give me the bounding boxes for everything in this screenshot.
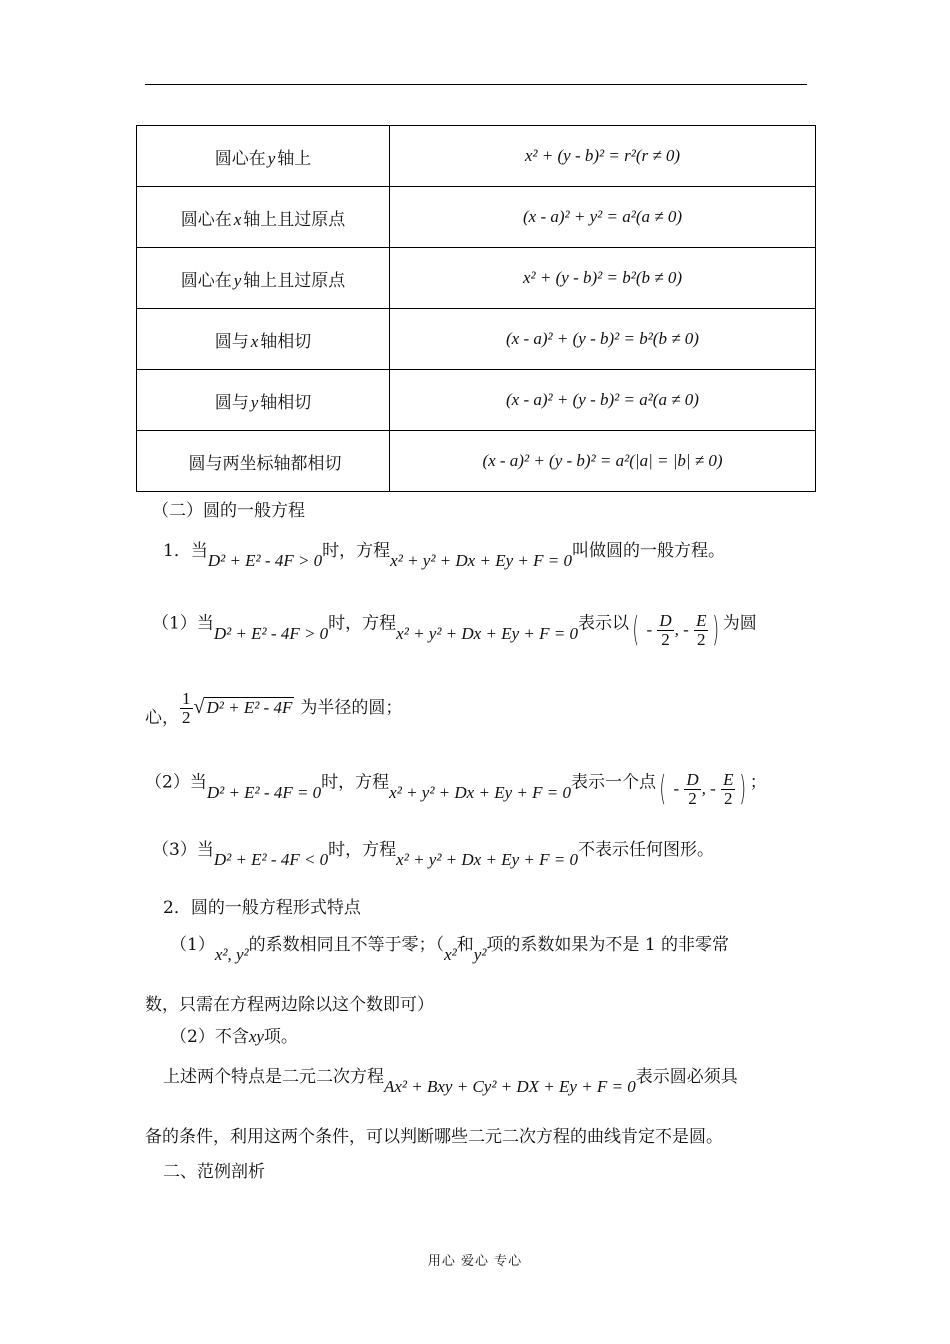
condition-cell: 圆心在 y 轴上且过原点 <box>137 248 390 309</box>
table-row <box>137 248 816 309</box>
section-title-examples: 二、范例剖析 <box>163 1162 265 1182</box>
header-rule <box>145 84 807 85</box>
point-y-fraction: $\frac{E}{2}$ <box>723 769 734 808</box>
radicand: D² + E² - 4F <box>206 698 293 717</box>
center-y-fraction: $\frac{E}{2}$ <box>696 610 707 649</box>
condition-cell: 圆心在 x 轴上且过原点 <box>137 187 390 248</box>
left-paren: ( <box>632 610 639 650</box>
paragraph-3: 上述两个特点是二元二次方程Ax² + Bxy + Cy² + DX + Ey + F = 0表示圆必须具 <box>163 1067 738 1096</box>
p1-condition: D² + E² - 4F > 0 <box>207 551 323 570</box>
p1-3-equation: x² + y² + Dx + Ey + F = 0 <box>396 850 578 869</box>
condition-cell: 圆与 x 轴相切 <box>137 309 390 370</box>
paragraph-1-3: （3）当D² + E² - 4F < 0时，方程x² + y² + Dx + Ey + F = 0不表示任何图形。 <box>152 840 714 869</box>
sqrt-sign: √ <box>193 696 205 718</box>
point-x-fraction: $\frac{D}{2}$ <box>686 769 699 808</box>
p1-equation: x² + y² + Dx + Ey + F = 0 <box>390 551 572 570</box>
p1-suffix: 叫做圆的一般方程。 <box>571 541 725 561</box>
paragraph-1-1: （1）当D² + E² - 4F > 0时，方程x² + y² + Dx + Ey + F = 0表示以( - $\frac{D}{2}$ , - $\frac{E}{2}$ ) 为圆 <box>152 610 757 650</box>
condition-cell: 圆心在 y 轴上 <box>137 126 390 187</box>
p1-3-condition: D² + E² - 4F < 0 <box>213 850 329 869</box>
p1-mid: 时，方程 <box>322 541 391 561</box>
formula-cell: x² + (y - b)² = r²(r ≠ 0) <box>390 126 816 187</box>
table-row <box>137 309 816 370</box>
paragraph-3-continued: 备的条件，利用这两个条件，可以判断哪些二元二次方程的曲线肯定不是圆。 <box>145 1127 723 1147</box>
p1-1-mid: 时，方程 <box>328 613 397 634</box>
section-title-general-equation: （二）圆的一般方程 <box>152 501 305 521</box>
circle-equation-table <box>136 125 816 492</box>
paragraph-2-1: （1）x², y²的系数相同且不等于零；（x²和y²项的系数如果为不是 1 的非零常 <box>170 935 730 964</box>
p2-1-vars: x², y² <box>214 945 249 964</box>
center-x-fraction: $\frac{D}{2}$ <box>659 610 672 649</box>
paragraph-1-1-continued: 心， $\frac{1}{2}$ √ D² + E² - 4F 为半径的圆； <box>145 689 403 728</box>
table-row <box>137 126 816 187</box>
table-row <box>137 370 816 431</box>
page-footer: 用心 爱心 专心 <box>427 1254 523 1269</box>
table-body <box>137 126 816 492</box>
right-paren: ) <box>712 610 720 650</box>
paragraph-2-1-continued: 数，只需在方程两边除以这个数即可） <box>145 995 434 1015</box>
p1-1-equation: x² + y² + Dx + Ey + F = 0 <box>396 623 578 643</box>
p1-1-mid2: 表示以 <box>577 613 629 634</box>
condition-cell: 圆与两坐标轴都相切 <box>137 431 390 492</box>
p1-2-condition: D² + E² - 4F = 0 <box>206 782 322 802</box>
p1-1-suffix: 为圆 <box>722 613 757 634</box>
table-row <box>137 431 816 492</box>
condition-cell: 圆与 y 轴相切 <box>137 370 390 431</box>
formula-cell: (x - a)² + (y - b)² = a²(a ≠ 0) <box>390 370 816 431</box>
p1-2-equation: x² + y² + Dx + Ey + F = 0 <box>389 782 571 802</box>
paragraph-2-title: 2．圆的一般方程形式特点 <box>163 898 361 918</box>
formula-cell: x² + (y - b)² = b²(b ≠ 0) <box>390 248 816 309</box>
table-row <box>137 187 816 248</box>
p1-prefix: 1．当 <box>163 541 208 561</box>
formula-cell: (x - a)² + (y - b)² = b²(b ≠ 0) <box>390 309 816 370</box>
p1-1-condition: D² + E² - 4F > 0 <box>213 623 329 643</box>
formula-cell: (x - a)² + (y - b)² = a²(|a| = |b| ≠ 0) <box>390 431 816 492</box>
paragraph-1 <box>163 536 725 570</box>
half-fraction: $\frac{1}{2}$ <box>182 689 191 727</box>
paragraph-1-2: （2）当D² + E² - 4F = 0时，方程x² + y² + Dx + Ey + F = 0表示一个点( - $\frac{D}{2}$ , - $\frac{E}{2}$ ) ； <box>145 769 767 809</box>
formula-cell: (x - a)² + y² = a²(a ≠ 0) <box>390 187 816 248</box>
p1-1-prefix: （1）当 <box>152 613 214 634</box>
p3-equation: Ax² + Bxy + Cy² + DX + Ey + F = 0 <box>384 1077 636 1096</box>
paragraph-2-2: （2）不含xy项。 <box>170 1027 298 1047</box>
